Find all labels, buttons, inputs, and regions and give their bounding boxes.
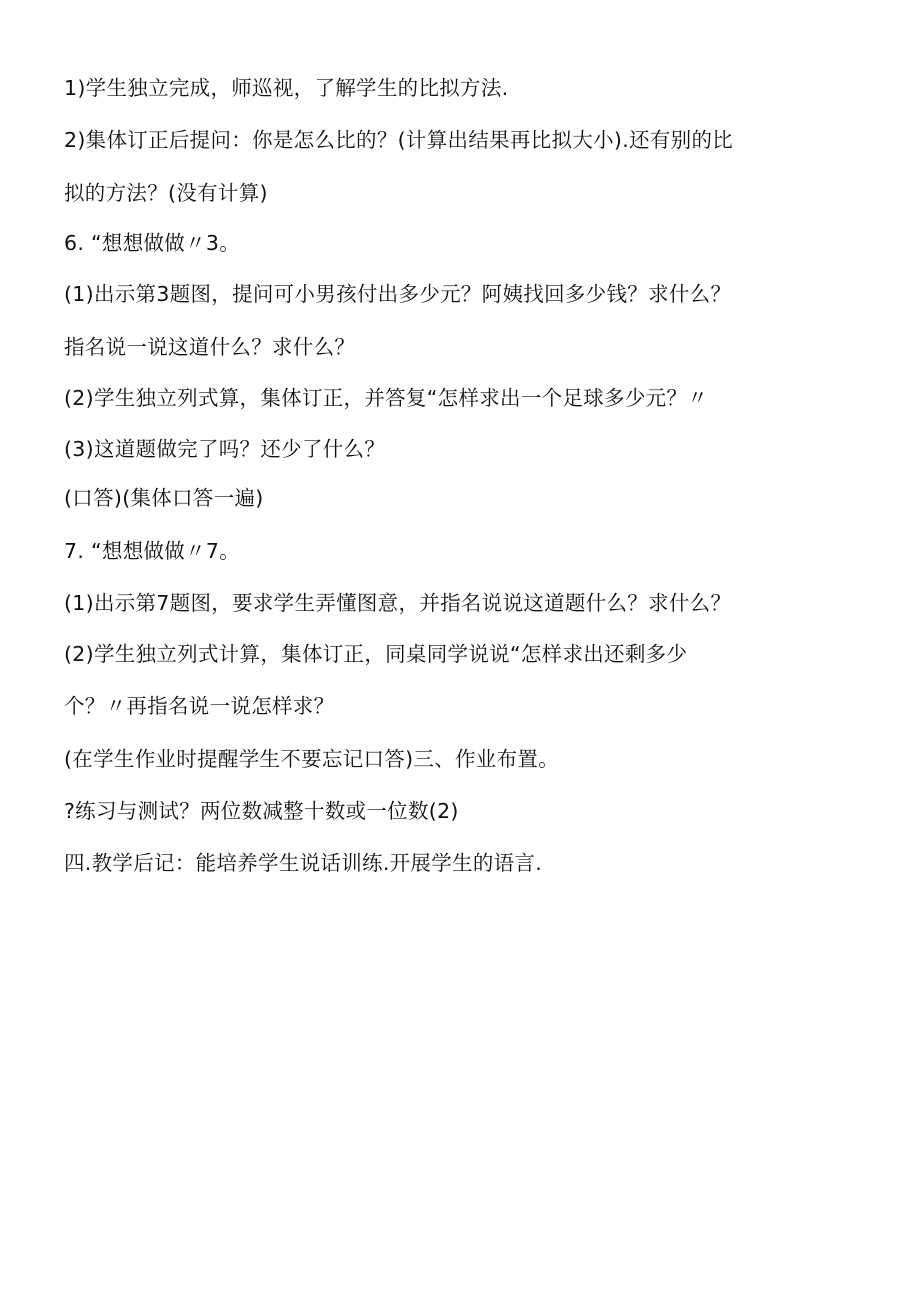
text-line: (3)这道题做完了吗？还少了什么？ (64, 437, 386, 461)
section-heading: 6. “想想做做〃3。 (64, 231, 241, 255)
text-line: 1)学生独立完成，师巡视，了解学生的比拟方法. (64, 76, 509, 100)
text-line: 四.教学后记：能培养学生说话训练.开展学生的语言. (64, 851, 543, 875)
text-line: 2)集体订正后提问：你是怎么比的？(计算出结果再比拟大小).还有别的比 (64, 128, 734, 152)
text-line: 个？〃再指名说一说怎样求？ (64, 694, 335, 718)
text-line: 拟的方法？(没有计算) (64, 181, 268, 205)
text-line: (2)学生独立列式计算，集体订正，同桌同学说说“怎样求出还剩多少 (64, 642, 688, 666)
text-line: (口答)(集体口答一遍) (64, 486, 264, 510)
text-line: 指名说一说这道什么？求什么？ (64, 335, 356, 359)
text-line: (在学生作业时提醒学生不要忘记口答)三、作业布置。 (64, 747, 559, 771)
text-line: (1)出示第3题图，提问可小男孩付出多少元？阿姨找回多少钱？求什么？ (64, 282, 732, 306)
section-heading: 7. “想想做做〃7。 (64, 539, 241, 563)
text-line: (2)学生独立列式算，集体订正，并答复“怎样求出一个足球多少元？〃 (64, 386, 709, 410)
text-line: (1)出示第7题图，要求学生弄懂图意，并指名说说这道题什么？求什么？ (64, 591, 732, 615)
text-line: ?练习与测试？两位数减整十数或一位数(2) (64, 799, 459, 823)
